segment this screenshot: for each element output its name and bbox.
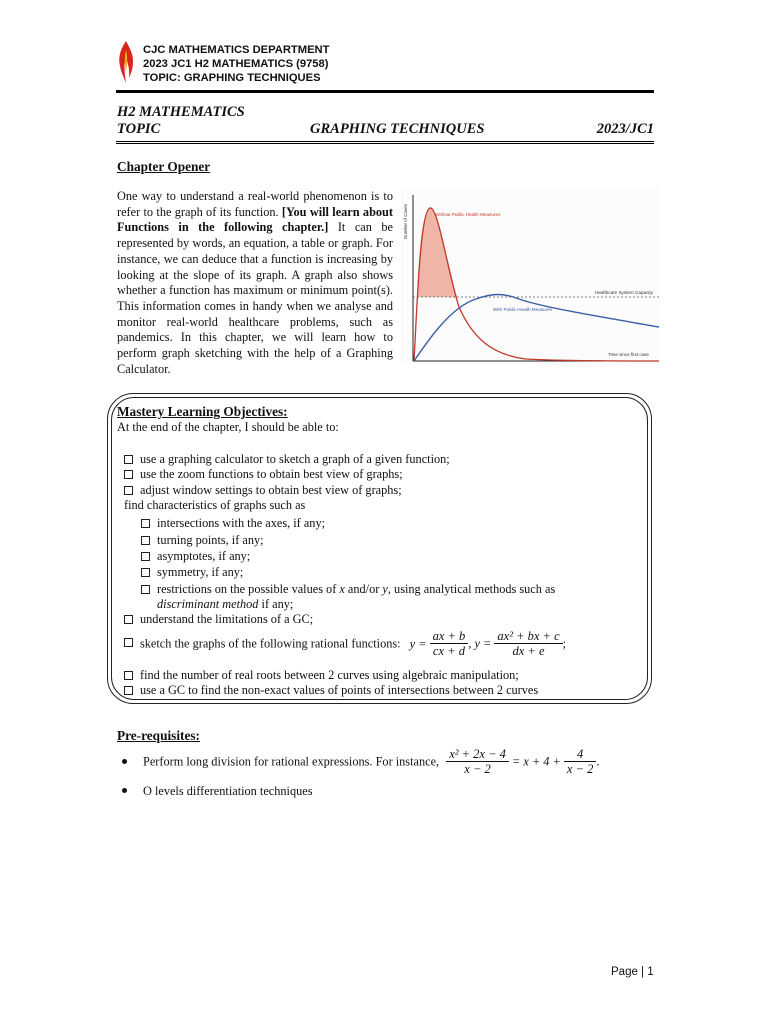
objective-text: restrictions on the possible values of [157, 582, 340, 596]
denominator: cx + d [432, 644, 465, 658]
college-logo [116, 40, 136, 84]
prerequisites-heading: Pre-requisites: [117, 728, 200, 743]
title-row-topic [117, 121, 654, 138]
long-division-lhs [446, 747, 509, 776]
prereq-text: O levels differentiation techniques [143, 784, 313, 798]
x-axis-label: Time since first case [608, 352, 649, 357]
bullet-icon [122, 759, 127, 764]
numerator: ax² + bx + c [494, 629, 562, 644]
formula-end: ; [562, 636, 567, 651]
opener-text-a: One way to understand a real-world phenomenon is to refer to the graph of its function. [117, 189, 393, 219]
objective-text: symmetry, if any; [157, 565, 244, 579]
curve-without-label: Without Public Health Measures [435, 212, 501, 217]
header-divider [116, 90, 654, 93]
checkbox[interactable] [124, 615, 133, 624]
checkbox[interactable] [141, 568, 150, 577]
department-header [143, 43, 329, 85]
header-line-2: 2023 JC1 H2 MATHEMATICS (9758) [143, 58, 329, 70]
objective-subitem-continuation [157, 597, 293, 612]
year-label: 2023/JC1 [596, 121, 654, 137]
opener-text-bold: [You will learn about Functions in the following chapter.] [117, 204, 393, 235]
objective-item [124, 612, 313, 627]
objective-subitem [141, 549, 250, 564]
formula-fraction-2 [494, 629, 562, 658]
checkbox[interactable] [124, 671, 133, 680]
checkbox[interactable] [124, 686, 133, 695]
curve-with-label: With Public Health Measures [493, 307, 552, 312]
objective-text: and/or [344, 582, 383, 596]
objectives-intro: At the end of the chapter, I should be able to: [117, 420, 339, 434]
prereq-text: Perform long division for rational expressions. For instance, [143, 754, 440, 769]
formula-lhs: y = [409, 636, 427, 651]
checkbox[interactable] [141, 585, 150, 594]
objective-subitem [141, 565, 243, 580]
objective-text: understand the limitations of a GC; [140, 612, 314, 626]
objective-text: use a graphing calculator to sketch a graph of a given function; [140, 452, 450, 466]
numerator: ax + b [430, 629, 469, 644]
checkbox[interactable] [141, 536, 150, 545]
checkbox[interactable] [124, 455, 133, 464]
objective-text: use a GC to find the non-exact values of points of intersections between 2 curves [140, 683, 539, 697]
objective-text: sketch the graphs of the following rational functions: [140, 636, 401, 651]
y-axis-label: Number of Cases [403, 203, 408, 239]
checkbox[interactable] [124, 638, 133, 647]
objective-text: if any; [258, 597, 294, 611]
objective-text: , using analytical methods such as [387, 582, 556, 596]
opener-text-b: It can be represented by words, an equation, a table or graph. For instance, we can deduce that a function is increasing by looking at the slope of its graph. A graph also shows whether a function has maximum or minimum point(s). This information comes in handy when we analyse and monitor real-world healthcare problems, such as pandemics. In this chapter, we will learn how to perform graph sketching with the help of a Graphing Calculator. [117, 220, 393, 376]
bullet-icon [122, 788, 127, 793]
objective-subitem [141, 516, 325, 531]
topic-label: TOPIC [117, 121, 161, 137]
objective-item [124, 668, 519, 683]
objective-item [124, 483, 402, 498]
objectives-heading: Mastery Learning Objectives: [117, 404, 288, 419]
numerator: 4 [564, 747, 596, 762]
chapter-opener-heading: Chapter Opener [117, 159, 211, 174]
long-division-mid: = x + 4 + [511, 754, 561, 769]
subject-title: H2 MATHEMATICS [117, 104, 245, 120]
numerator: x² + 2x − 4 [446, 747, 509, 762]
capacity-label: Healthcare System Capacity [595, 290, 653, 295]
denominator: dx + e [512, 644, 545, 658]
chapter-opener-text [117, 189, 393, 377]
objective-text: use the zoom functions to obtain best view of graphs; [140, 467, 403, 481]
objective-item [124, 452, 450, 467]
header-line-1: CJC MATHEMATICS DEPARTMENT [143, 44, 330, 56]
discriminant-method: discriminant method [157, 597, 259, 611]
title-row-subject [117, 104, 654, 121]
objective-text: find the number of real roots between 2 curves using algebraic manipulation; [140, 668, 519, 682]
objective-text: adjust window settings to obtain best view of graphs; [140, 483, 402, 497]
denominator: x − 2 [566, 762, 594, 776]
checkbox[interactable] [124, 470, 133, 479]
objective-subitem [141, 582, 555, 597]
header-line-3: TOPIC: GRAPHING TECHNIQUES [143, 72, 321, 84]
formula-separator: , [468, 636, 472, 651]
objective-item-rational [124, 629, 566, 658]
formula-fraction-1 [430, 629, 472, 658]
var-x: x [339, 582, 345, 596]
pandemic-curve-figure [401, 189, 660, 364]
formula-lhs: y = [474, 636, 492, 651]
denominator: x − 2 [464, 762, 491, 776]
long-division-rhs [564, 747, 596, 776]
objective-subitem [141, 533, 264, 548]
objective-item [124, 683, 538, 698]
objective-text: intersections with the axes, if any; [157, 516, 326, 530]
title-divider-2 [116, 143, 654, 144]
prereq-item-2 [122, 784, 313, 799]
title-divider-1 [116, 141, 654, 142]
page-number: Page | 1 [611, 966, 654, 978]
prereq-item-1 [122, 747, 599, 776]
checkbox[interactable] [124, 486, 133, 495]
topic-name: GRAPHING TECHNIQUES [310, 121, 485, 137]
var-y: y [382, 582, 388, 596]
objective-text: asymptotes, if any; [157, 549, 251, 563]
checkbox[interactable] [141, 519, 150, 528]
long-division-end: . [596, 754, 600, 769]
objective-item [124, 467, 403, 482]
checkbox[interactable] [141, 552, 150, 561]
objective-text: turning points, if any; [157, 533, 264, 547]
find-characteristics-heading: find characteristics of graphs such as [124, 498, 306, 512]
